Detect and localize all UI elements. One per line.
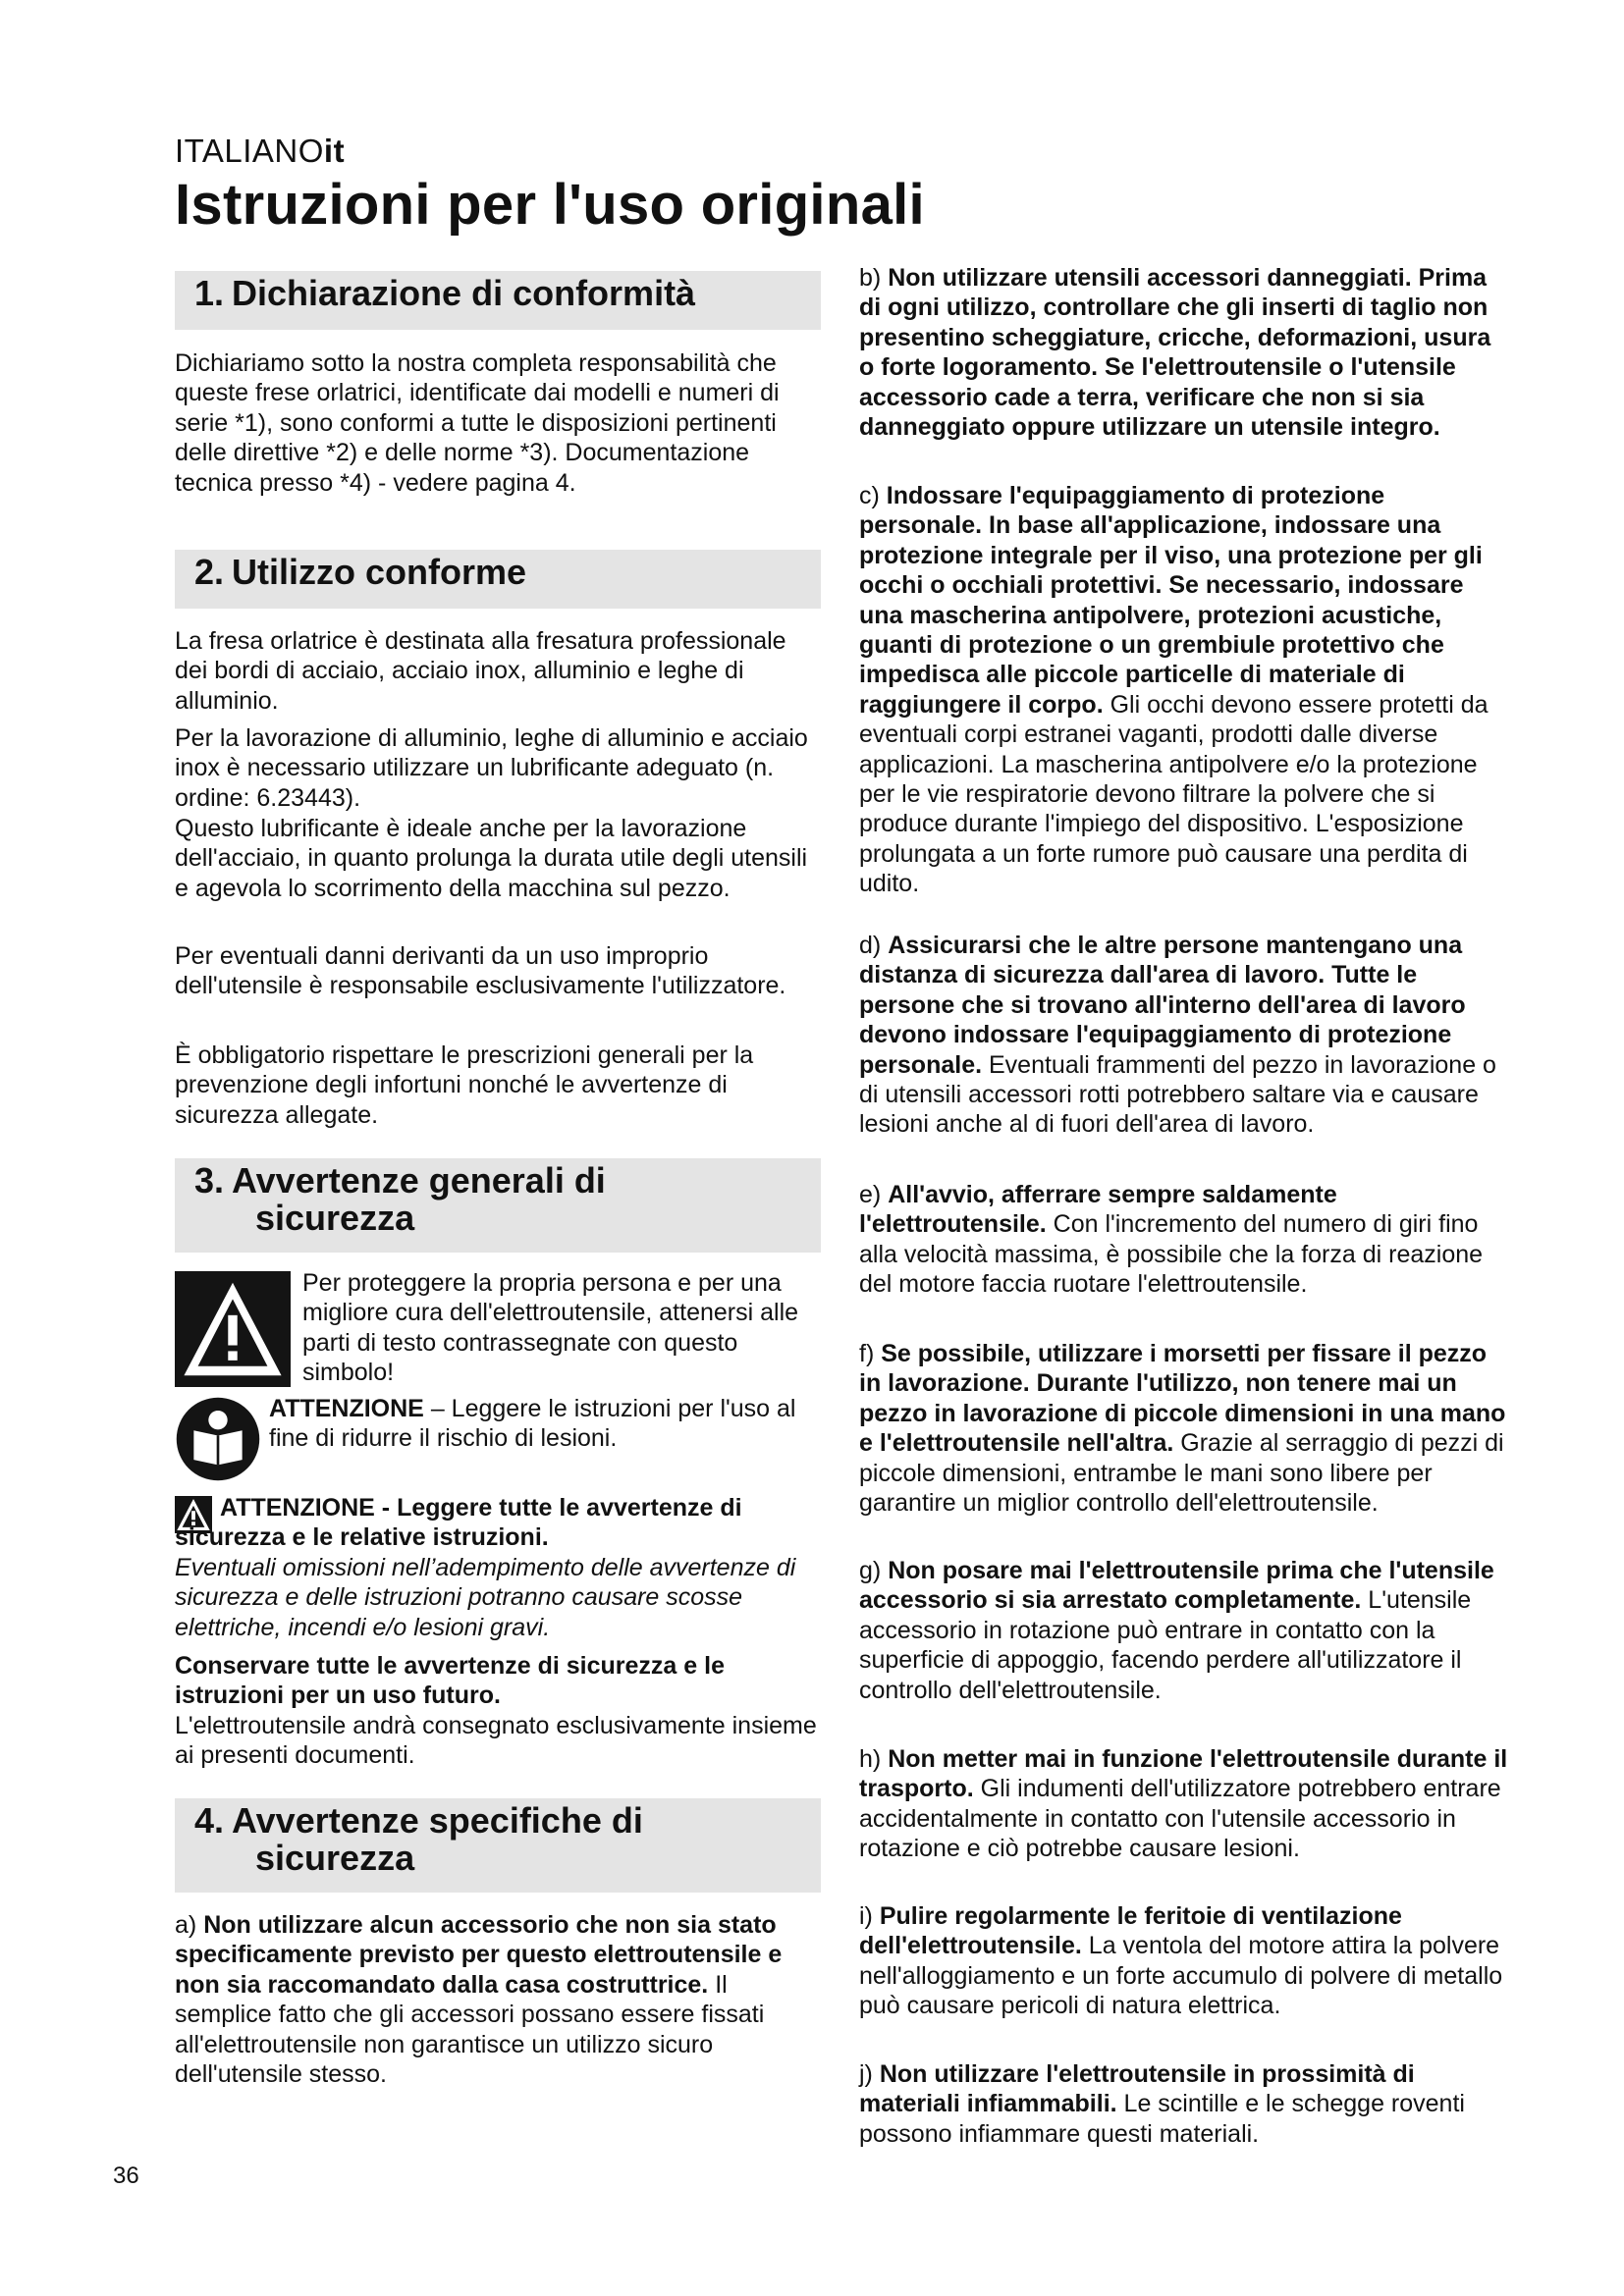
- section-2-paragraph: La fresa orlatrice è destinata alla fresatura professionale dei bordi di acciaio, acciaio inox, alluminio e leghe di alluminio.: [175, 627, 786, 715]
- safety-item: d) Assicurarsi che le altre persone mantengano una distanza di sicurezza dall'area di lavoro. Tutte le persone che si trovano all'interno dell'area di lavoro devono indossare l'equipaggiamento di protezione personale. Eventuali frammenti del pezzo in lavorazione o di utensili accessori rotti potrebbero saltare via e causare lesioni anche al di fuori dell'area di lavoro.: [859, 932, 1496, 1139]
- safety-item: j) Non utilizzare l'elettroutensile in prossimità di materiali infiammabili. Le scintille e le schegge roventi possono infiammare questi materiali.: [859, 2060, 1465, 2148]
- safety-item: i) Pulire regolarmente le feritoie di ventilazione dell'elettroutensile. La ventola del motore attira la polvere nell'alloggiamento e un forte accumulo di polvere di metallo può causare pericoli di natura elettrica.: [859, 1902, 1503, 2020]
- safety-warning: ATTENZIONE - Leggere tutte le avvertenze di sicurezza e le relative istruzioni. Eventuali omissioni nell’adempimento delle avvertenze di sicurezza e delle istruzioni potranno causare scosse elettriche, incendi e/o lesioni gravi.: [175, 1494, 796, 1641]
- safety-item: b) Non utilizzare utensili accessori danneggiati. Prima di ogni utilizzo, controllare che gli inserti di taglio non presentino scheggiature, cricche, deformazioni, usura o forte logoramento. Se l'elettroutensile o l'utensile accessorio cade a terra, verificare che non si sia danneggiato oppure utilizzare un utensile integro.: [859, 264, 1491, 442]
- section-3-header: 3. Avvertenze generali di sicurezza: [175, 1158, 821, 1253]
- section-2-paragraph: È obbligatorio rispettare le prescrizioni generali per la prevenzione degli infortuni nonché le avvertenze di sicurezza allegate.: [175, 1041, 754, 1129]
- section-4-header: 4. Avvertenze specifiche di sicurezza: [175, 1798, 821, 1893]
- section-2-header: 2. Utilizzo conforme: [175, 550, 821, 609]
- warning-triangle-icon: [175, 1271, 291, 1387]
- safety-item: c) Indossare l'equipaggiamento di protezione personale. In base all'applicazione, indossare una protezione integrale per il viso, una protezione per gli occhi o occhiali protettivi. Se necessario, indossare una mascherina antipolvere, protezioni acustiche, guanti di protezione o un grembiule protettivo che impedisca alle piccole particelle di materiale di raggiungere il corpo. Gli occhi devono essere protetti da eventuali corpi estranei vaganti, prodotti dalle diverse applicazioni. La mascherina antipolvere e/o la protezione per le vie respiratorie devono filtrare la polvere che si produce durante l'impiego del dispositivo. L'esposizione prolungata a un forte rumore può causare una perdita di udito.: [859, 482, 1489, 898]
- page-title: Istruzioni per l'uso originali: [175, 173, 925, 237]
- section-1-header: 1. Dichiarazione di conformità: [175, 271, 821, 330]
- keep-instructions: Conservare tutte le avvertenze di sicurezza e le istruzioni per un uso futuro. L'elettroutensile andrà consegnato esclusivamente insieme ai presenti documenti.: [175, 1652, 817, 1770]
- symbol-note: Per proteggere la propria persona e per una migliore cura dell'elettroutensile, attenersi alle parti di testo contrassegnate con questo simbolo!: [302, 1269, 799, 1387]
- safety-item: h) Non metter mai in funzione l'elettroutensile durante il trasporto. Gli indumenti dell'utilizzatore potrebbero entrare accidentalmente in contatto con l'utensile accessorio in rotazione e ciò potrebbe causare lesioni.: [859, 1745, 1508, 1863]
- safety-item: f) Se possibile, utilizzare i morsetti per fissare il pezzo in lavorazione. Durante l'utilizzo, non tenere mai un pezzo in lavorazione di piccole dimensioni in una mano e l'elettroutensile nell'altra. Grazie al serraggio di pezzi di piccole dimensioni, entrambe le mani sono libere per garantire un miglior controllo dell'elettroutensile.: [859, 1340, 1506, 1518]
- section-2-paragraph: Questo lubrificante è ideale anche per la lavorazione dell'acciaio, in quanto prolunga la durata utile degli utensili e agevola lo scorrimento della macchina sul pezzo.: [175, 815, 808, 902]
- safety-item: e) All'avvio, afferrare sempre saldamente l'elettroutensile. Con l'incremento del numero di giri fino alla velocità massima, è possibile che la forza di reazione del motore faccia ruotare l'elettroutensile.: [859, 1181, 1484, 1299]
- safety-item-a: a) Non utilizzare alcun accessorio che non sia stato specificamente previsto per questo elettroutensile e non sia raccomandato dalla casa costruttrice. Il semplice fatto che gli accessori possano essere fissati all'elettroutensile non garantisce un utilizzo sicuro dell'utensile stesso.: [175, 1911, 783, 2089]
- page-number: 36: [113, 2163, 139, 2189]
- language-label: ITALIANOit: [175, 133, 346, 169]
- safety-item: g) Non posare mai l'elettroutensile prima che l'utensile accessorio si sia arrestato completamente. L'utensile accessorio in rotazione può entrare in contatto con la superficie di appoggio, facendo perdere all'utilizzatore il controllo dell'elettroutensile.: [859, 1557, 1494, 1704]
- section-1-body: Dichiariamo sotto la nostra completa responsabilità che queste frese orlatrici, identificate dai modelli e numeri di serie *1), sono conformi a tutte le disposizioni pertinenti delle direttive *2) e delle norme *3). Documentazione tecnica presso *4) - vedere pagina 4.: [175, 349, 780, 497]
- section-2-paragraph: Per eventuali danni derivanti da un uso improprio dell'utensile è responsabile esclusivamente l'utilizzatore.: [175, 942, 786, 1000]
- read-manual-note: ATTENZIONE – Leggere le istruzioni per l'uso al fine di ridurre il rischio di lesioni.: [269, 1395, 796, 1453]
- section-2-paragraph: Per la lavorazione di alluminio, leghe di alluminio e acciaio inox è necessario utilizzare un lubrificante adeguato (n. ordine: 6.23443).: [175, 724, 808, 812]
- read-manual-icon: [175, 1396, 261, 1487]
